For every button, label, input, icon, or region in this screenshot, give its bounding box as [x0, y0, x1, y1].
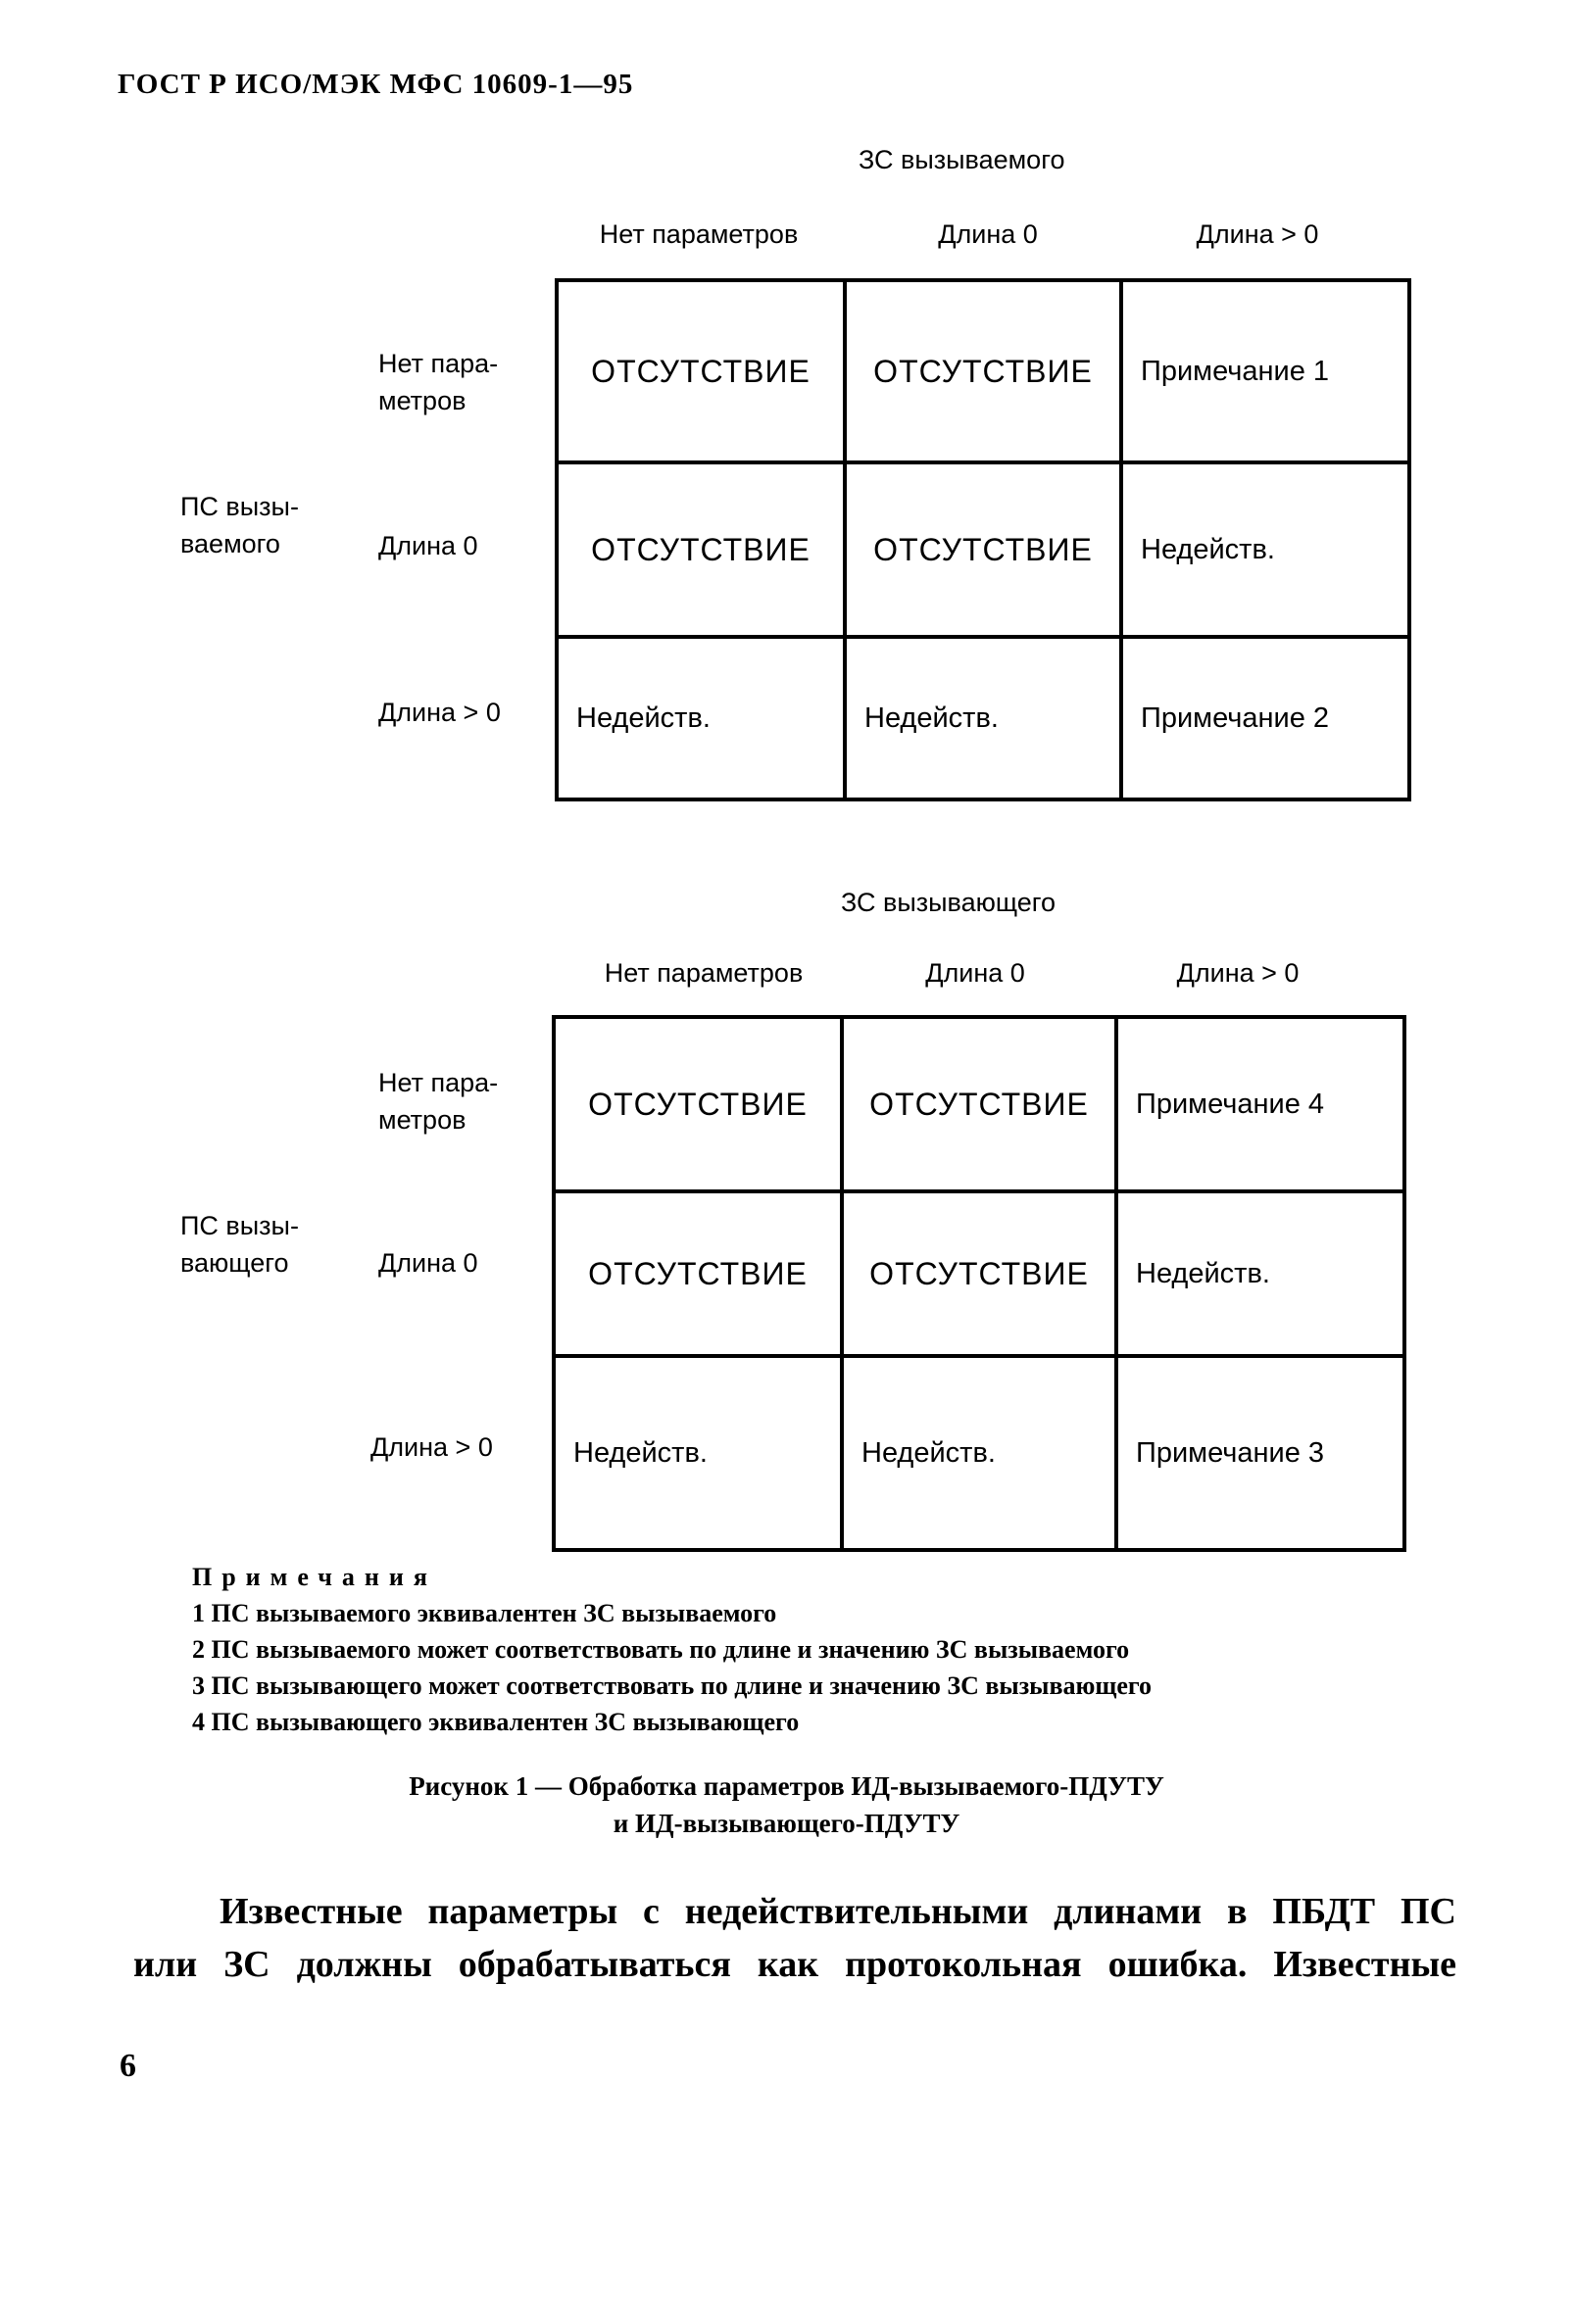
note-item: 1 ПС вызываемого эквивалентен ЗС вызываемого [192, 1599, 777, 1627]
matrix2-cell: Примечание 4 [1116, 1017, 1404, 1191]
matrix2-col-header: Длина > 0 [1176, 958, 1300, 988]
matrix2-cell: Примечание 3 [1116, 1356, 1404, 1550]
caption-line: Рисунок 1 — Обработка параметров ИД-вызываемого-ПДУТУ [409, 1771, 1164, 1801]
matrix2-cell: ОТСУТСТВИЕ [842, 1017, 1116, 1191]
matrix2-cell: ОТСУТСТВИЕ [842, 1191, 1116, 1356]
matrix2-cell: ОТСУТСТВИЕ [554, 1191, 842, 1356]
matrix1-col-header: Длина 0 [938, 219, 1038, 249]
matrix1-cell: Примечание 2 [1121, 637, 1409, 799]
matrix1-cell: Недейств. [557, 637, 845, 799]
note-item: 4 ПС вызывающего эквивалентен ЗС вызывающего [192, 1708, 800, 1736]
matrix1-cell: ОТСУТСТВИЕ [557, 280, 845, 462]
document-header: ГОСТ Р ИСО/МЭК МФС 10609-1—95 [118, 69, 634, 100]
body-paragraph [133, 1885, 1456, 1991]
body-line: или ЗС должны обрабатываться как протокольная ошибка. Известные [133, 1944, 1456, 1985]
matrix1-col-header: Нет параметров [599, 219, 799, 249]
matrix2-title: ЗС вызывающего [841, 888, 1057, 917]
matrix1-row-label: Длина 0 [378, 531, 478, 560]
matrix1-col-header: Длина > 0 [1196, 219, 1319, 249]
matrix1-cell: ОТСУТСТВИЕ [557, 462, 845, 637]
notes-title: Примечания [192, 1563, 437, 1591]
matrix1-title: ЗС вызываемого [859, 145, 1065, 174]
matrix2-col-header: Длина 0 [925, 958, 1025, 988]
matrix2-cell: Недейств. [842, 1356, 1116, 1550]
matrix1-row-label: Длина > 0 [378, 698, 501, 727]
matrix2-col-header: Нет параметров [604, 958, 804, 988]
note-item: 3 ПС вызывающего может соответствовать по длине и значению ЗС вызывающего [192, 1671, 1153, 1700]
matrix1-side-label: ПС вызы- ваемого [180, 492, 299, 558]
notes-block [192, 1559, 1152, 1740]
figure-caption [0, 1767, 1573, 1842]
matrix1-cell: Недейств. [1121, 462, 1409, 637]
matrix1-cell: ОТСУТСТВИЕ [845, 280, 1121, 462]
matrix1-row-label: Нет пара- метров [378, 349, 499, 415]
matrix1-cell: Недейств. [845, 637, 1121, 799]
matrix2-row-label: Нет пара- метров [378, 1068, 499, 1135]
matrix2-cell: Недейств. [554, 1356, 842, 1550]
matrix2-cell: Недейств. [1116, 1191, 1404, 1356]
matrix2-row-label: Длина > 0 [370, 1432, 493, 1462]
matrix2-table [552, 1015, 1406, 1552]
note-item: 2 ПС вызываемого может соответствовать по длине и значению ЗС вызываемого [192, 1635, 1130, 1664]
matrix2-side-label: ПС вызы- вающего [180, 1211, 299, 1278]
page-number: 6 [120, 2048, 136, 2084]
matrix1-table [555, 278, 1411, 801]
caption-line: и ИД-вызывающего-ПДУТУ [613, 1809, 960, 1838]
matrix2-cell: ОТСУТСТВИЕ [554, 1017, 842, 1191]
matrix1-cell: Примечание 1 [1121, 280, 1409, 462]
matrix1-cell: ОТСУТСТВИЕ [845, 462, 1121, 637]
matrix2-row-label: Длина 0 [378, 1248, 478, 1278]
body-line: Известные параметры с недействительными длинами в ПБДТ ПС [220, 1891, 1456, 1932]
